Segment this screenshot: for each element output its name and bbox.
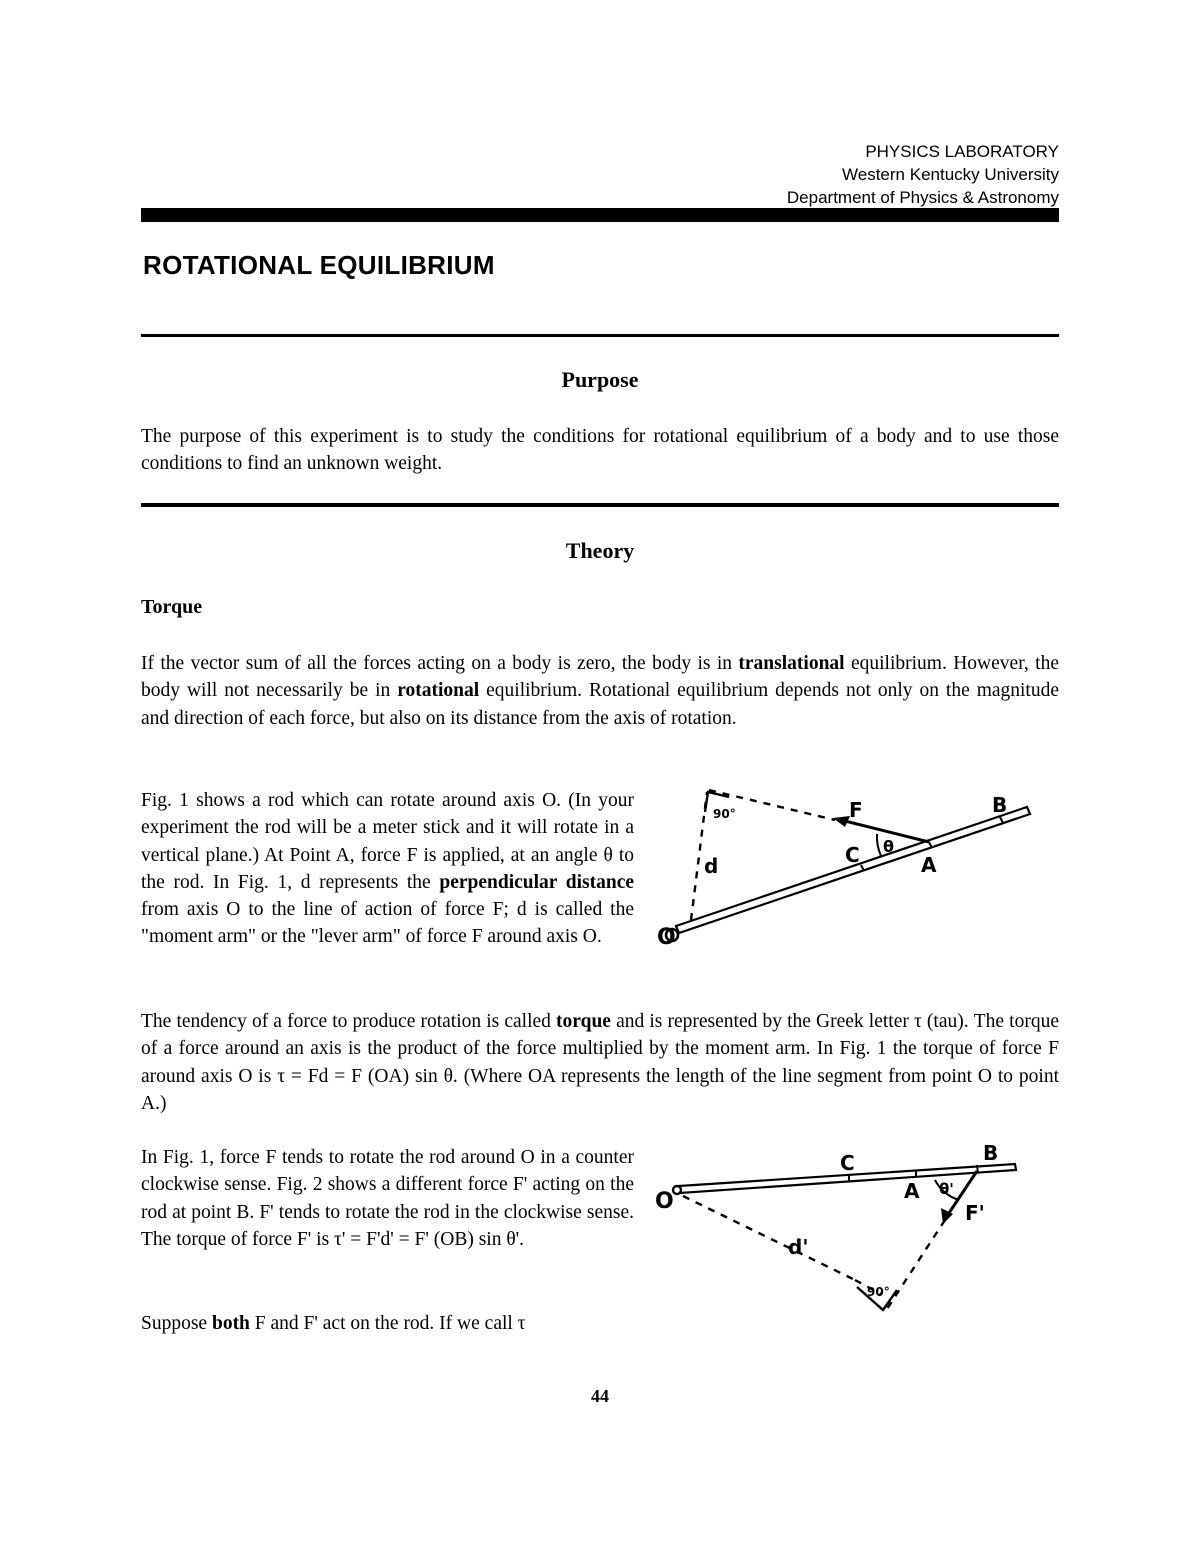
torque-subheading: Torque: [141, 596, 203, 618]
moment-arm-line: [683, 1196, 855, 1280]
emphasis: translational: [738, 653, 845, 674]
header-department: Department of Physics & Astronomy: [786, 188, 1059, 207]
label-a: A: [921, 853, 937, 877]
rod: [676, 807, 1030, 933]
text-run: equilibrium. However, the body will not necessarily be in: [141, 653, 1059, 702]
theory-paragraph-4: In Fig. 1, force F tends to rotate the rod around O in a counter clockwise sense. Fig. 2 shows a different force F' acting on the rod at point B. F' tends to rotate the rod in the clockwise sense. The torque of force F' is τ' = F'd' = F' (OB) sin θ'.: [141, 1147, 634, 1250]
text-run: F and F' act on the rod. If we call τ: [249, 1313, 526, 1334]
purpose-text: The purpose of this experiment is to study the conditions for rotational equilibrium of a body and to use those conditions to find an unknown weight.: [141, 426, 1059, 475]
header-lab: PHYSICS LABORATORY: [865, 142, 1059, 161]
label-theta: θ: [883, 837, 894, 856]
header-rule: [141, 208, 1059, 222]
text-run: and is represented by the Greek letter τ (tau). The torque of a force around an axis is the product of the force multiplied by the moment arm. In Fig. 1 the torque of force F around axis O is τ = Fd = F (OA) sin θ. (Where OA represents the length of the line segment from point O to point A.): [141, 1011, 1059, 1114]
right-angle-label: 90°: [867, 1285, 890, 1299]
divider: [141, 334, 1059, 337]
line-of-action: [885, 1220, 945, 1312]
theory-paragraph-1: [141, 650, 1059, 732]
theory-heading: Theory: [565, 538, 635, 563]
figure-2-diagram: [655, 1140, 1040, 1320]
angle-arc: [877, 834, 881, 856]
label-theta-prime: θ': [939, 1180, 954, 1198]
label-d: d: [704, 854, 719, 878]
emphasis: torque: [556, 1011, 611, 1032]
right-angle-label: 90°: [713, 807, 736, 821]
emphasis: both: [211, 1313, 250, 1334]
label-c: C: [845, 843, 860, 867]
theory-paragraph-3: [141, 1008, 1059, 1117]
emphasis: perpendicular distance: [439, 871, 635, 893]
label-a: A: [904, 1179, 920, 1203]
label-c: C: [840, 1151, 855, 1175]
label-f-prime: F': [965, 1201, 985, 1225]
label-b: B: [992, 793, 1008, 817]
text-run: Fig. 1 shows a rod which can rotate around axis O. (In your experiment the rod will be a meter stick and it will rotate in a vertical plane.) At Point A, force F is applied, at an angle θ to the rod. In Fig. 1, d represents the: [141, 790, 634, 893]
page-number: 44: [591, 1386, 609, 1406]
theory-paragraph-2: [141, 787, 634, 951]
text-run: If the vector sum of all the forces acting on a body is zero, the body is in: [141, 653, 739, 674]
purpose-heading: Purpose: [561, 367, 639, 392]
label-o: O: [655, 1189, 674, 1214]
text-run: The tendency of a force to produce rotation is called: [141, 1011, 557, 1032]
label-b: B: [983, 1141, 999, 1165]
theory-paragraph-5: [141, 1310, 634, 1337]
label-d-prime: d': [788, 1235, 809, 1259]
label-o: O: [657, 925, 676, 950]
axis-point: [673, 1186, 681, 1194]
text-run: from axis O to the line of action of force F; d is called the "moment arm" or the "lever arm" of force F around axis O.: [141, 899, 634, 948]
divider: [141, 503, 1059, 507]
label-f: F: [849, 798, 863, 822]
page-title: ROTATIONAL EQUILIBRIUM: [143, 250, 495, 280]
text-run: Suppose: [141, 1313, 212, 1334]
emphasis: rotational: [397, 680, 480, 702]
header-university: Western Kentucky University: [842, 165, 1059, 184]
figure-1-diagram: [655, 780, 1040, 950]
arrow-head: [833, 816, 850, 827]
text-run: equilibrium. Rotational equilibrium depends not only on the magnitude and direction of each force, but also on its distance from the axis of rotation.: [141, 680, 1060, 729]
